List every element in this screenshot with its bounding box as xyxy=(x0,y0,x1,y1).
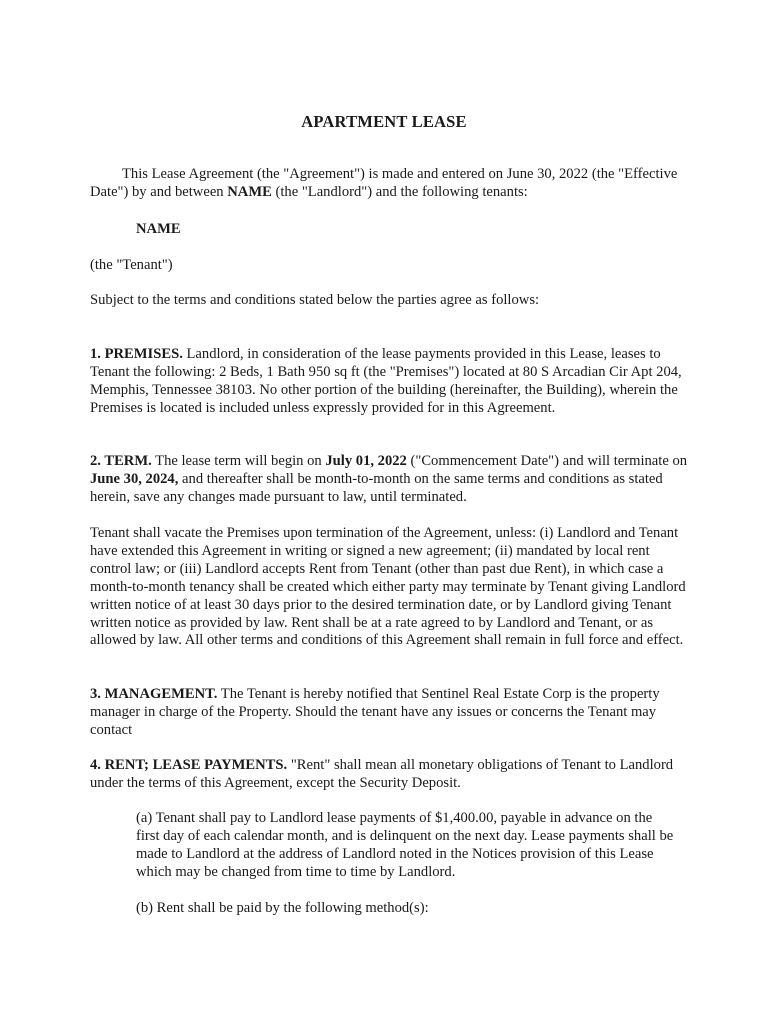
term-start-date: July 01, 2022 xyxy=(325,453,407,469)
premises-section xyxy=(90,346,688,418)
term-text-2: ("Commencement Date") and will terminate on xyxy=(406,453,688,469)
tenant-name: NAME xyxy=(136,221,181,237)
term-heading: 2. TERM. xyxy=(90,453,152,469)
rent-clause-a: (a) Tenant shall pay to Landlord lease payments of $1,400.00, payable in advance on the first day of each calendar month, and is delinquent on the next day. Lease payments shall be made to Landlord at the address of Landlord noted in the Notices provision of this Lease which may be changed from time to time by Landlord. xyxy=(136,810,674,880)
management-section xyxy=(90,686,688,740)
tenant-label: (the "Tenant") xyxy=(90,257,173,273)
rent-text: "Rent" shall mean all monetary obligations of Tenant to Landlord under the terms of this Agreement, except the Security Deposit. xyxy=(90,757,674,791)
premises-heading: 1. PREMISES. xyxy=(90,346,183,362)
term-text-3: and thereafter shall be month-to-month on the same terms and conditions as stated herein, save any changes made pursuant to law, until terminated. xyxy=(90,470,663,505)
subject-line: Subject to the terms and conditions stated below the parties agree as follows: xyxy=(90,292,540,308)
intro-paragraph xyxy=(90,166,688,202)
vacate-paragraph: Tenant shall vacate the Premises upon termination of the Agreement, unless: (i) Landlord and Tenant have extended this Agreement in writing or signed a new agreement; (ii) mandated by local rent control law; or (iii) Landlord accepts Rent from Tenant (other than past due Rent), in which case a month-to-month tenancy shall be created which either party may terminate by Tenant giving Landlord written notice of at least 30 days prior to the desired termination date, or by Landlord giving Tenant written notice as provided by law. Rent shall be at a rate agreed to by Landlord and Tenant, or as allowed by law. All other terms and conditions of this Agreement shall remain in full force and effect. xyxy=(90,525,686,649)
rent-section xyxy=(90,757,688,793)
rent-clause-b: (b) Rent shall be paid by the following method(s): xyxy=(136,900,429,916)
management-heading: 3. MANAGEMENT. xyxy=(90,686,218,702)
term-end-date: June 30, 2024, xyxy=(90,470,179,487)
intro-text-1: This Lease Agreement (the "Agreement") is made and entered on June 30, 2022 (the "Effective Date") by and between xyxy=(90,166,678,200)
term-section xyxy=(90,453,688,507)
rent-heading: 4. RENT; LEASE PAYMENTS. xyxy=(90,757,288,773)
premises-text: Landlord, in consideration of the lease payments provided in this Lease, leases to Tenant the following: 2 Beds, 1 Bath 950 sq ft (the "Premises") located at 80 S Arcadian Cir Apt 204, Memphis, Tennessee 38103. No other portion of the building (hereinafter, the Building), wherein the Premises is located is included unless expressly provided for in this Agreement. xyxy=(90,346,682,416)
intro-text-2: (the "Landlord") and the following tenants: xyxy=(271,183,528,200)
document-title: APARTMENT LEASE xyxy=(301,112,467,131)
management-text: The Tenant is hereby notified that Sentinel Real Estate Corp is the property manager in charge of the Property. Should the tenant have any issues or concerns the Tenant may contact xyxy=(90,686,660,738)
term-text-1: The lease term will begin on xyxy=(151,453,326,469)
landlord-name: NAME xyxy=(227,183,272,200)
